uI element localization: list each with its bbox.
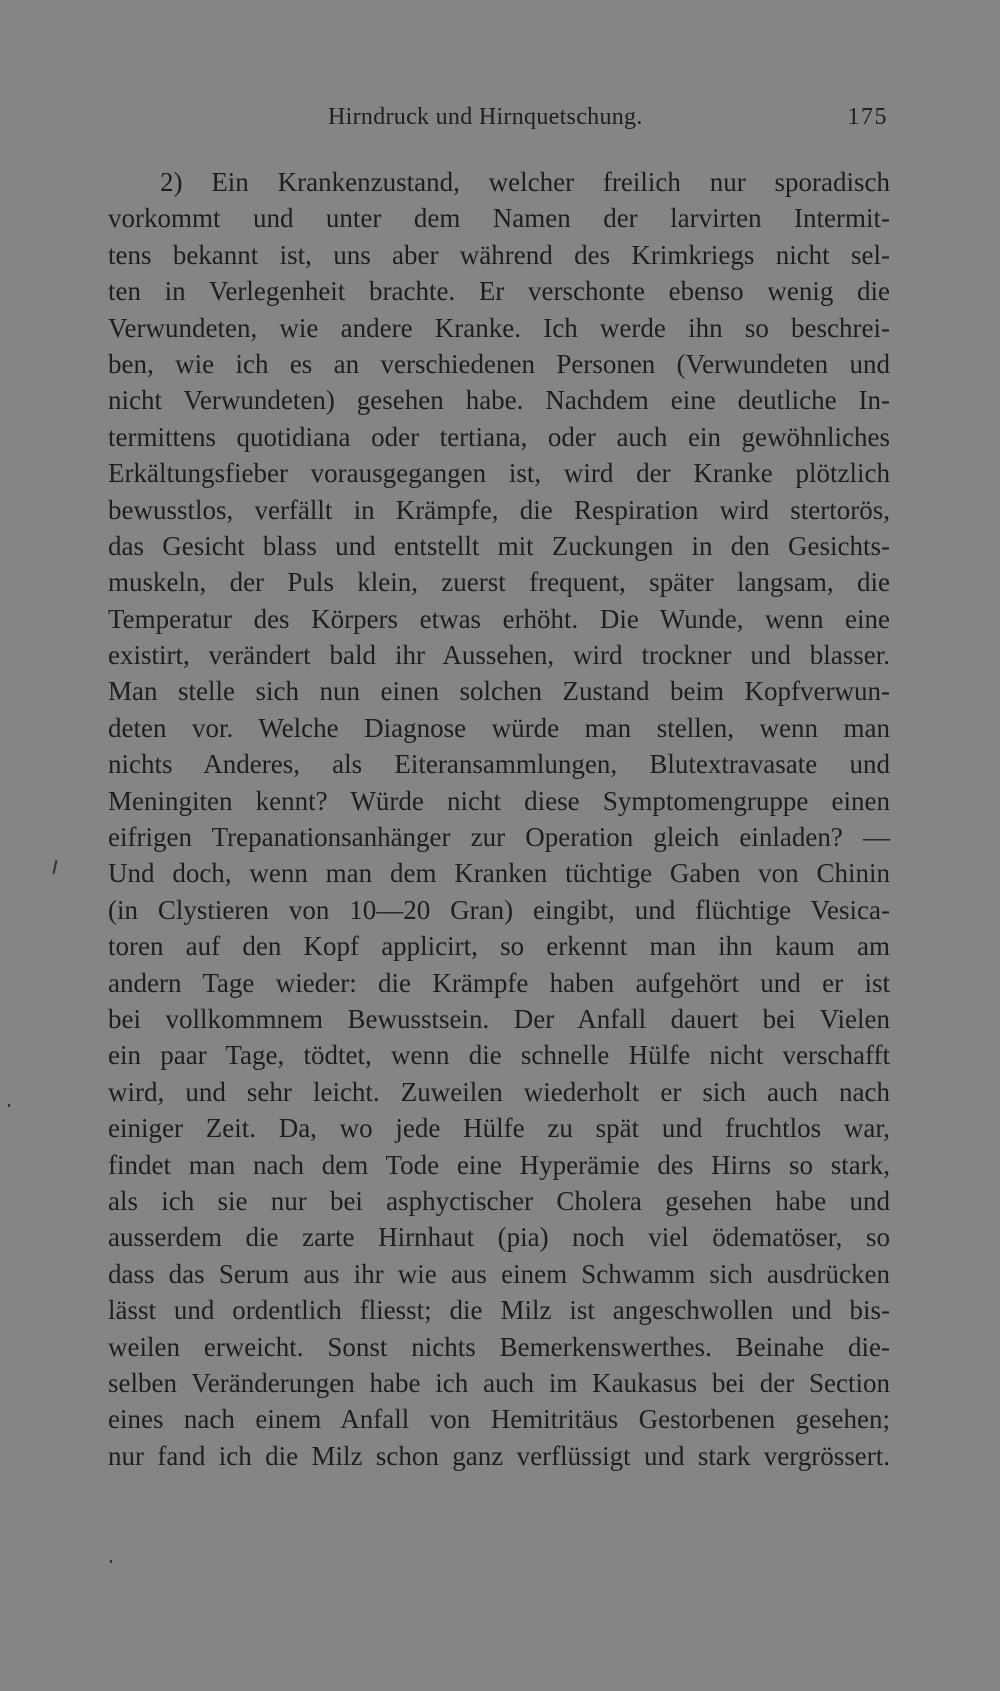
stray-print-mark <box>110 1560 112 1563</box>
text-line: bewusstlos, verfällt in Krämpfe, die Respiration wird stertorös, <box>108 494 890 525</box>
stray-print-mark <box>8 1104 10 1107</box>
text-line: Erkältungsfieber vorausgegangen ist, wird der Kranke plötzlich <box>108 458 890 489</box>
text-line: Meningiten kennt? Würde nicht diese Symptomengruppe einen <box>108 785 890 816</box>
text-line: existirt, verändert bald ihr Aussehen, wird trockner und blasser. <box>108 640 890 671</box>
text-line: als ich sie nur bei asphyctischer Cholera gesehen habe und <box>108 1185 890 1216</box>
text-line: einiger Zeit. Da, wo jede Hülfe zu spät und fruchtlos war, <box>108 1113 890 1144</box>
text-line: bei vollkommnem Bewusstsein. Der Anfall dauert bei Vielen <box>108 1003 890 1034</box>
text-line: andern Tage wieder: die Krämpfe haben aufgehört und er ist <box>108 967 890 998</box>
text-line: weilen erweicht. Sonst nichts Bemerkenswerthes. Beinahe die- <box>108 1331 890 1362</box>
text-line: ten in Verlegenheit brachte. Er verschonte ebenso wenig die <box>108 276 890 307</box>
running-head-title: Hirndruck und Hirnquetschung. <box>328 104 643 130</box>
text-line: ausserdem die zarte Hirnhaut (pia) noch viel ödematöser, so <box>108 1222 890 1253</box>
text-line: (in Clystieren von 10—20 Gran) eingibt, und flüchtige Vesica- <box>108 894 890 925</box>
text-line: 2) Ein Krankenzustand, welcher freilich nur sporadisch <box>160 167 890 197</box>
text-line: vorkommt und unter dem Namen der larvirten Intermit- <box>108 203 890 234</box>
text-line: wird, und sehr leicht. Zuweilen wiederholt er sich auch nach <box>108 1076 890 1107</box>
text-line: nur fand ich die Milz schon ganz verflüssigt und stark vergrössert. <box>108 1440 890 1471</box>
text-line: lässt und ordentlich fliesst; die Milz ist angeschwollen und bis- <box>108 1295 890 1326</box>
text-line: dass das Serum aus ihr wie aus einem Schwamm sich ausdrücken <box>108 1258 890 1289</box>
text-line: selben Veränderungen habe ich auch im Kaukasus bei der Section <box>108 1367 890 1398</box>
text-line: nicht Verwundeten) gesehen habe. Nachdem eine deutliche In- <box>108 385 890 416</box>
text-line: ein paar Tage, tödtet, wenn die schnelle Hülfe nicht verschafft <box>108 1040 890 1071</box>
text-line: Man stelle sich nun einen solchen Zustand beim Kopfverwun- <box>108 676 890 707</box>
text-line: deten vor. Welche Diagnose würde man stellen, wenn man <box>108 712 890 743</box>
text-line: eines nach einem Anfall von Hemitritäus Gestorbenen gesehen; <box>108 1404 890 1435</box>
text-line: tens bekannt ist, uns aber während des Krimkriegs nicht sel- <box>108 239 890 270</box>
text-line: Temperatur des Körpers etwas erhöht. Die Wunde, wenn eine <box>108 603 890 634</box>
text-line: findet man nach dem Tode eine Hyperämie des Hirns so stark, <box>108 1149 890 1180</box>
text-line: Verwundeten, wie andere Kranke. Ich werde ihn so beschrei- <box>108 312 890 343</box>
stray-print-mark <box>53 860 58 874</box>
text-line: eifrigen Trepanationsanhänger zur Operation gleich einladen? — <box>108 822 890 853</box>
text-line: ben, wie ich es an verschiedenen Personen (Verwundeten und <box>108 348 890 379</box>
running-head <box>108 104 888 144</box>
text-line: Und doch, wenn man dem Kranken tüchtige Gaben von Chinin <box>108 858 890 889</box>
text-line: termittens quotidiana oder tertiana, oder auch ein gewöhnliches <box>108 421 890 452</box>
page-number: 175 <box>847 104 888 130</box>
text-line: das Gesicht blass und entstellt mit Zuckungen in den Gesichts- <box>108 530 890 561</box>
text-line: toren auf den Kopf applicirt, so erkennt man ihn kaum am <box>108 931 890 962</box>
text-line: muskeln, der Puls klein, zuerst frequent, später langsam, die <box>108 567 890 598</box>
text-line: nichts Anderes, als Eiteransammlungen, Blutextravasate und <box>108 749 890 780</box>
body-paragraph <box>108 164 890 1474</box>
